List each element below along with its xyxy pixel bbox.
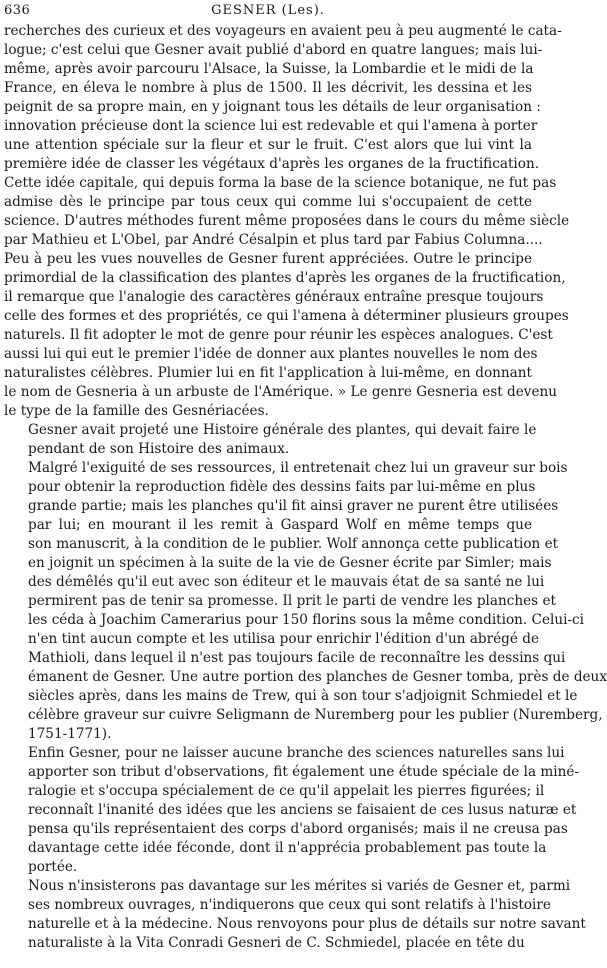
text-line: davantage cette idée féconde, dont il n'apprécia probablement pas toute la [28,840,547,856]
text-line: aussi lui qui eut le premier l'idée de donner aux plantes nouvelles le nom des [4,346,538,362]
text-line: pendant de son Histoire des animaux. [28,441,290,457]
paragraph [4,459,607,744]
text-line: ralogie et s'occupa spécialement de ce qu'il appelait les pierres figurées; il [28,783,545,799]
text-line: n'en tint aucun compte et les utilisa pour enrichir l'édition d'un abrégé de [28,631,539,647]
text-line: des démêlés qu'il eut avec son éditeur et le mauvais état de sa santé ne lui [28,574,545,590]
text-line: 1751-1771). [28,726,112,742]
text-line: par lui; en mourant il les remit à Gaspard Wolf en même temps que [28,517,532,533]
paragraph [4,744,580,877]
text-line: le type de la famille des Gesnériacées. [4,403,269,419]
text-line: innovation précieuse dont la science lui est redevable et qui l'amena à porter [4,118,538,134]
text-line: pour obtenir la reproduction fidèle des dessins faits par lui-même en plus [28,479,536,495]
text-line: le nom de Gesneria à un arbuste de l'Amérique. » Le genre Gesneria est devenu [4,384,558,400]
paragraph [4,22,570,421]
text-line: naturaliste à la Vita Conradi Gesneri de C. Schmiedel, placée en tête du [28,935,525,951]
running-head [4,0,532,22]
text-line: science. D'autres méthodes furent même proposées dans le cours du même siècle [4,213,570,229]
text-line: primordial de la classification des plantes d'après les organes de la fructification, [4,270,566,286]
text-line: célèbre graveur sur cuivre Seligmann de Nuremberg pour les publier (Nuremberg, [28,707,603,723]
text-line: émanent de Gesner. Une autre portion des planches de Gesner tomba, près de deux [28,669,607,685]
text-line: son manuscrit, à la condition de le publier. Wolf annonça cette publication et [28,536,559,552]
text-line: grande partie; mais les planches qu'il fit ainsi graver ne purent être utilisées [28,498,559,514]
text-line: Malgré l'exiguité de ses ressources, il entretenait chez lui un graveur sur bois [28,460,568,476]
text-line: pensa qu'ils représentaient des corps d'abord organisés; mais il ne creusa pas [28,821,568,837]
text-line: admise dès le principe par tous ceux qui comme lui s'occupaient de cette [4,194,532,210]
text-line: première idée de classer les végétaux d'après les organes de la fructification. [4,156,540,172]
text-line: Nous n'insisterons pas davantage sur les mérites si variés de Gesner et, parmi [28,878,571,894]
text-line: en joignit un spécimen à la suite de la vie de Gesner écrite par Simler; mais [28,555,552,571]
text-line: les céda à Joachim Camerarius pour 150 florins sous la même condition. Celui-ci [28,612,585,628]
text-line: ses nombreux ouvrages, n'indiquerons que ceux qui sont relatifs à l'histoire [28,897,551,913]
text-line: même, après avoir parcouru l'Alsace, la Suisse, la Lombardie et le midi de la [4,61,534,77]
text-line: Cette idée capitale, qui depuis forma la base de la science botanique, ne fut pas [4,175,557,191]
text-line: France, en éleva le nombre à plus de 1500. Il les décrivit, les dessina et les [4,80,532,96]
text-line: Peu à peu les vues nouvelles de Gesner furent appréciées. Outre le principe [4,251,532,267]
text-line: par Mathieu et L'Obel, par André Césalpin et plus tard par Fabius Columna.... [4,232,543,248]
paragraph [4,877,586,953]
text-line: siècles après, dans les mains de Trew, qui à son tour s'adjoignit Schmiedel et le [28,688,578,704]
text-line: naturelle et à la médecine. Nous renvoyons pour plus de détails sur notre savant [28,916,586,932]
page-number: 636 [4,3,31,18]
text-line: il remarque que l'analogie des caractères généraux entraîne presque toujours [4,289,544,305]
document-page [4,0,607,968]
article-body [4,22,607,953]
text-line: portée. [28,859,78,875]
paragraph [4,421,537,459]
text-line: permirent pas de tenir sa promesse. Il prit le parti de vendre les planches et [28,593,556,609]
text-line: naturalistes célèbres. Plumier lui en fit l'application à lui-même, en donnant [4,365,532,381]
text-line: naturels. Il fit adopter le mot de genre pour réunir les espèces analogues. C'est [4,327,553,343]
text-line: Gesner avait projeté une Histoire générale des plantes, qui devait faire le [28,422,537,438]
text-line: Mathioli, dans lequel il n'est pas toujours facile de reconnaître les dessins qui [28,650,566,666]
text-line: peignit de sa propre main, en y joignant tous les détails de leur organisation : [4,99,541,115]
text-line: apporter son tribut d'observations, fit également une étude spéciale de la miné- [28,764,580,780]
running-title: GESNER (Les). [211,3,325,18]
text-line: celle des formes et des propriétés, ce qui l'amena à déterminer plusieurs groupes [4,308,569,324]
text-line: une attention spéciale sur la fleur et sur le fruit. C'est alors que lui vint la [4,137,532,153]
text-line: recherches des curieux et des voyageurs en avaient peu à peu augmenté le cata- [4,23,562,39]
text-line: logue; c'est celui que Gesner avait publié d'abord en quatre langues; mais lui- [4,42,543,58]
text-line: reconnaît l'inanité des idées que les anciens se faisaient de ces lusus naturæ et [28,802,577,818]
text-line: Enfin Gesner, pour ne laisser aucune branche des sciences naturelles sans lui [28,745,565,761]
